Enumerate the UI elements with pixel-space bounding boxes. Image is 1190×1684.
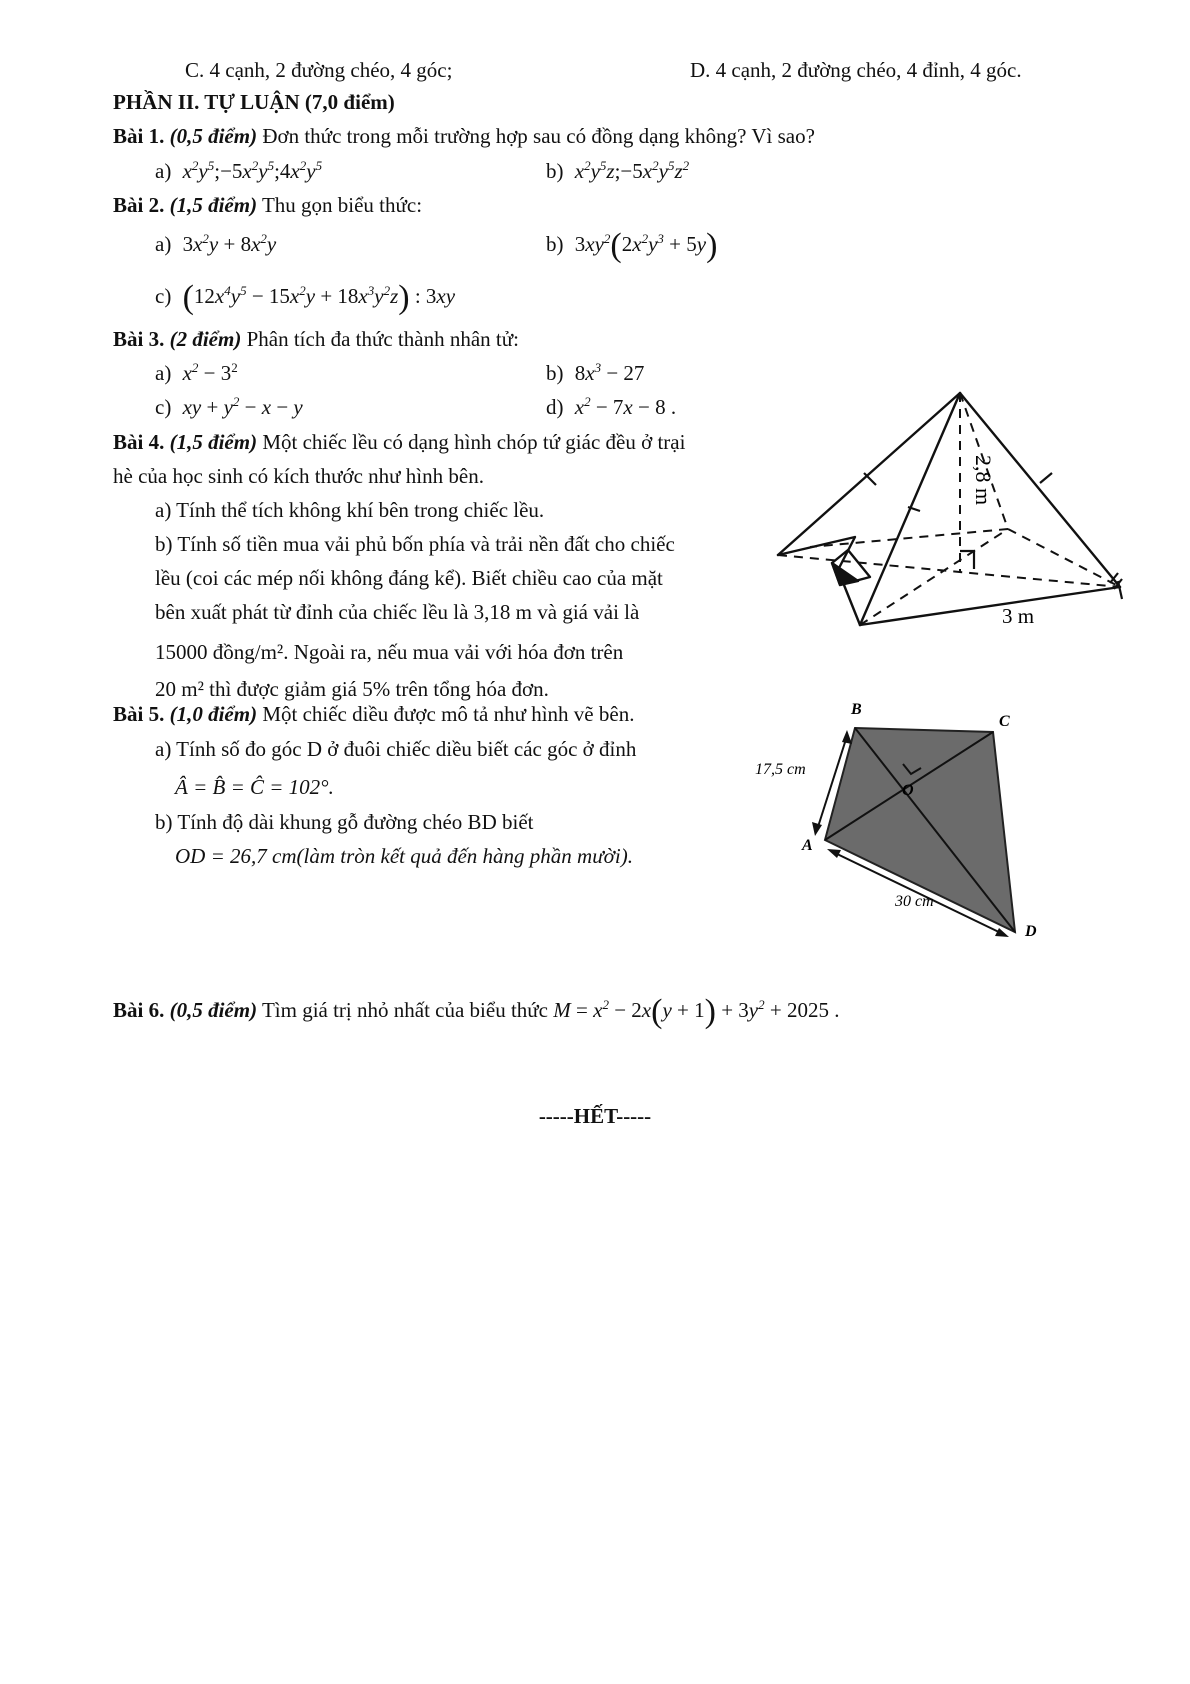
bai2-c: c) $(12x^4y^5 - 15x^2y + 18x^3y^2z)$ : 3xy: [155, 279, 456, 316]
bai2-a: a) $3x^2y + 8x^2y$: [155, 231, 277, 256]
kite-vertex-b: B: [851, 701, 862, 718]
tent-figure: [770, 385, 1140, 645]
bai5-statement: Bài 5. (1,0 điểm) Một chiếc diều được mô tả như hình vẽ bên.: [113, 702, 635, 726]
kite-center-o: O: [902, 782, 914, 799]
kite-ab-label: 17,5 cm: [755, 761, 806, 778]
bai5-a1: a) Tính số đo góc D ở đuôi chiếc diều biết các góc ở đỉnh: [155, 737, 637, 761]
bai1-points: (0,5 điểm): [169, 124, 258, 148]
bai4-b1: b) Tính số tiền mua vải phủ bốn phía và trải nền đất cho chiếc: [155, 532, 675, 556]
bai1-b: b) $x^2y^5z;-5x^2y^5z^2$: [546, 158, 690, 183]
bai5-b2: OD = 26,7 cm(làm tròn kết quả đến hàng phần mười).: [175, 844, 633, 868]
bai3-a: a) $x^2 - 3^2$: [155, 360, 238, 385]
tent-side-label: 3 m: [1002, 604, 1035, 628]
choice-d: D. 4 cạnh, 2 đường chéo, 4 đỉnh, 4 góc.: [690, 58, 1022, 82]
bai3-b: b) $8x^3 - 27$: [546, 360, 645, 385]
bai5-a2: Â = B̂ = Ĉ = 102°.: [175, 775, 334, 799]
bai4-b5: 20 m² thì được giảm giá 5% trên tổng hóa đơn.: [155, 677, 549, 701]
bai4-b4: 15000 đồng/m². Ngoài ra, nếu mua vải với hóa đơn trên: [155, 640, 624, 664]
section-title: PHẦN II. TỰ LUẬN (7,0 điểm): [113, 90, 395, 114]
bai2-statement: Bài 2. (1,5 điểm) Thu gọn biểu thức:: [113, 193, 423, 217]
bai1-label: Bài 1.: [113, 124, 165, 148]
bai3-d: d) $x^2 - 7x - 8$ .: [546, 394, 677, 419]
kite-vertex-d: D: [1025, 923, 1037, 940]
bai4-line2: hè của học sinh có kích thước như hình bên.: [113, 464, 484, 488]
tent-height-label: 2,8 m: [971, 455, 996, 506]
kite-vertex-c: C: [999, 713, 1010, 730]
bai3-c: c) xy + $y^2 - x - y$: [155, 394, 303, 419]
end-marker: -----HẾT-----: [538, 1104, 652, 1128]
bai4-b2: lều (coi các mép nối không đáng kể). Biết chiều cao của mặt: [155, 566, 663, 590]
bai1-text: Đơn thức trong mỗi trường hợp sau có đồng dạng không? Vì sao?: [257, 124, 815, 148]
bai5-b1: b) Tính độ dài khung gỗ đường chéo BD biết: [155, 810, 534, 834]
bai3-statement: Bài 3. (2 điểm) Phân tích đa thức thành nhân tử:: [113, 327, 519, 351]
bai6-statement: Bài 6. (0,5 điểm) Tìm giá trị nhỏ nhất của biểu thức $M = x^2 - 2x(y + 1) + 3y^2 + 2025$ .: [113, 993, 840, 1030]
bai4-b3: bên xuất phát từ đỉnh của chiếc lều là 3,18 m và giá vải là: [155, 600, 640, 624]
kite-ad-label: 30 cm: [895, 893, 934, 910]
bai4-a: a) Tính thể tích không khí bên trong chiếc lều.: [155, 498, 545, 522]
bai1-a: a) $x^2y^5;-5x^2y^5;4x^2y^5$: [155, 158, 323, 183]
kite-vertex-a: A: [802, 837, 813, 854]
bai1-statement: [113, 122, 815, 150]
bai2-b: b) $3xy^2(2x^2y^3 + 5y)$: [546, 227, 718, 264]
choice-c: C. 4 cạnh, 2 đường chéo, 4 góc;: [185, 58, 453, 82]
kite-figure: [755, 700, 1055, 945]
bai4-statement: Bài 4. (1,5 điểm) Một chiếc lều có dạng hình chóp tứ giác đều ở trại: [113, 430, 686, 454]
